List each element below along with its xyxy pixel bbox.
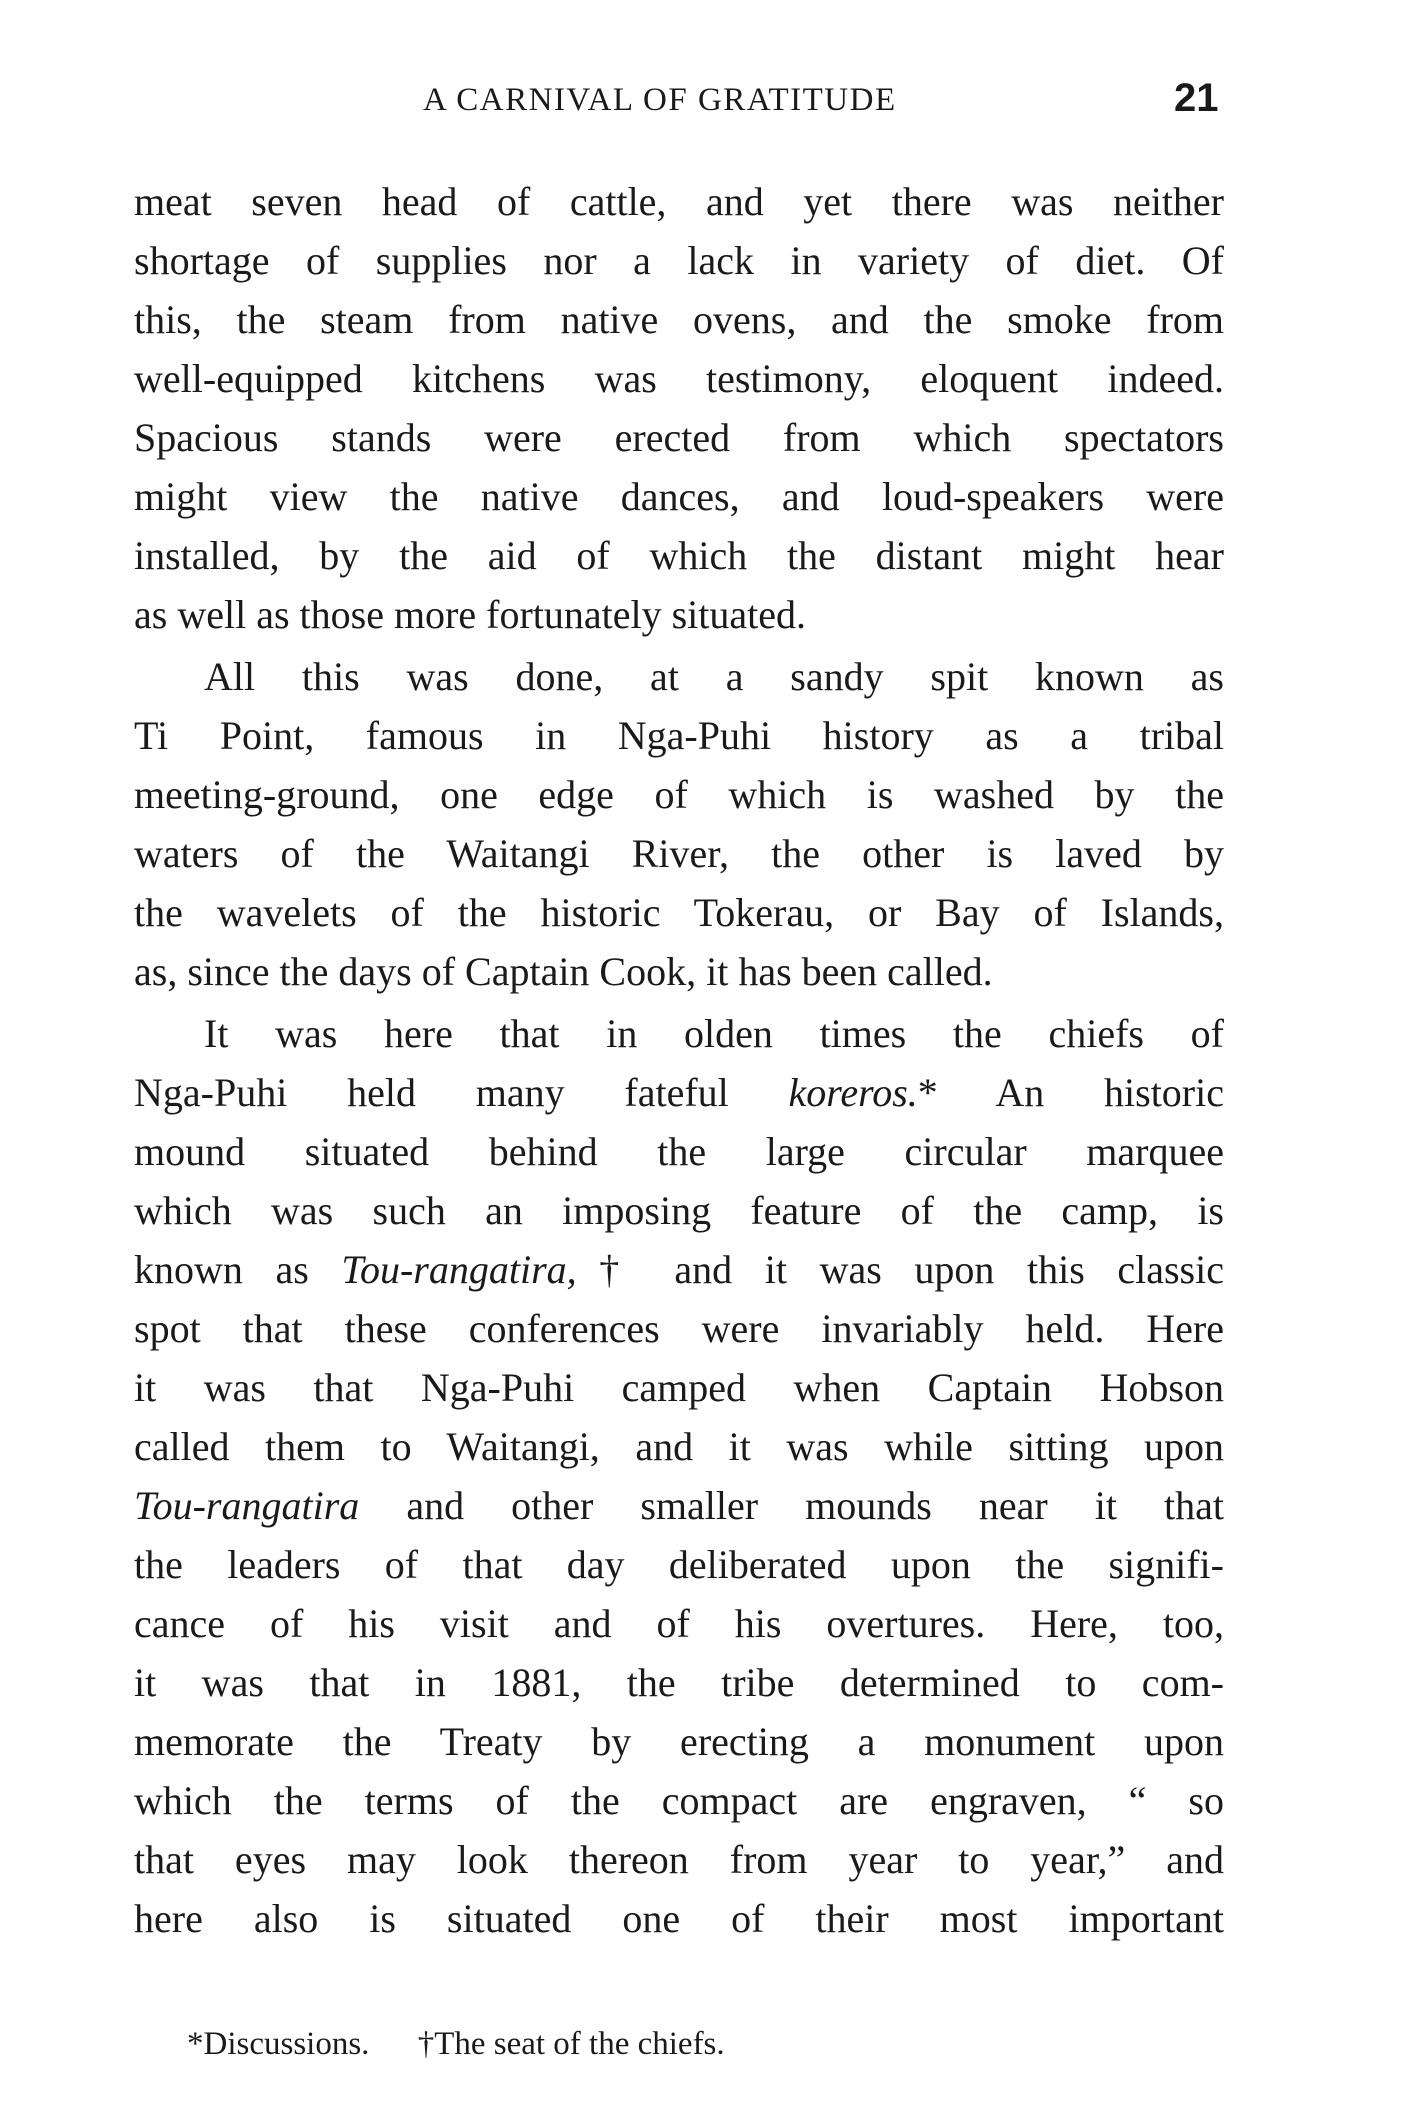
italic-term: Tou-rangatira	[134, 1483, 360, 1528]
text-line: which the terms of the compact are engraven, “ so	[134, 1778, 1224, 1823]
text-line: the leaders of that day deliberated upon the signifi-	[134, 1542, 1224, 1587]
text-line: meeting-ground, one edge of which is washed by the	[134, 772, 1224, 817]
footnote-discussions: *Discussions.	[187, 2026, 370, 2062]
text-line: shortage of supplies nor a lack in variety of diet. Of	[134, 238, 1224, 283]
text-line: as, since the days of Captain Cook, it has been called.	[134, 949, 993, 994]
paragraph	[134, 172, 1224, 644]
page-number: 21	[1174, 76, 1219, 120]
text-line: Ti Point, famous in Nga-Puhi history as a tribal	[134, 713, 1224, 758]
text-line: All this was done, at a sandy spit known as	[204, 654, 1224, 699]
italic-term: Tou-rangatira,	[341, 1247, 577, 1292]
running-head	[0, 76, 1406, 132]
italic-term: koreros.	[788, 1070, 918, 1115]
text-line: that eyes may look thereon from year to year,” and	[134, 1837, 1224, 1882]
text-line: known as Tou-rangatira,† and it was upon this classic	[134, 1247, 1224, 1292]
text-line: Spacious stands were erected from which spectators	[134, 415, 1224, 460]
text-line: might view the native dances, and loud-speakers were	[134, 474, 1224, 519]
text-line: it was that in 1881, the tribe determined to com-	[134, 1660, 1224, 1705]
text-line: installed, by the aid of which the distant might hear	[134, 533, 1224, 578]
text-line: this, the steam from native ovens, and the smoke from	[134, 297, 1224, 342]
text-line: it was that Nga-Puhi camped when Captain Hobson	[134, 1365, 1224, 1410]
text-line: Tou-rangatira and other smaller mounds near it that	[134, 1483, 1224, 1528]
text-line: here also is situated one of their most important	[134, 1896, 1224, 1941]
text-line: called them to Waitangi, and it was while sitting upon	[134, 1424, 1224, 1469]
paragraph	[134, 647, 1224, 1001]
running-title: A CARNIVAL OF GRATITUDE	[423, 82, 897, 118]
footnote-seat-of-chiefs: †The seat of the chiefs.	[417, 2026, 725, 2062]
paragraph	[134, 1004, 1224, 1948]
text-line: Nga-Puhi held many fateful koreros.* An historic	[134, 1070, 1224, 1115]
text-line: mound situated behind the large circular marquee	[134, 1129, 1224, 1174]
text-line: well-equipped kitchens was testimony, eloquent indeed.	[134, 356, 1224, 401]
body-text	[134, 172, 1224, 1948]
text-line: as well as those more fortunately situated.	[134, 592, 807, 637]
footnotes	[187, 2026, 725, 2063]
text-line: It was here that in olden times the chiefs of	[204, 1011, 1224, 1056]
text-line: which was such an imposing feature of the camp, is	[134, 1188, 1224, 1233]
text-line: spot that these conferences were invariably held. Here	[134, 1306, 1224, 1351]
text-line: memorate the Treaty by erecting a monument upon	[134, 1719, 1224, 1764]
text-line: waters of the Waitangi River, the other is laved by	[134, 831, 1224, 876]
text-line: cance of his visit and of his overtures. Here, too,	[134, 1601, 1224, 1646]
text-line: meat seven head of cattle, and yet there was neither	[134, 179, 1224, 224]
text-line: the wavelets of the historic Tokerau, or Bay of Islands,	[134, 890, 1224, 935]
